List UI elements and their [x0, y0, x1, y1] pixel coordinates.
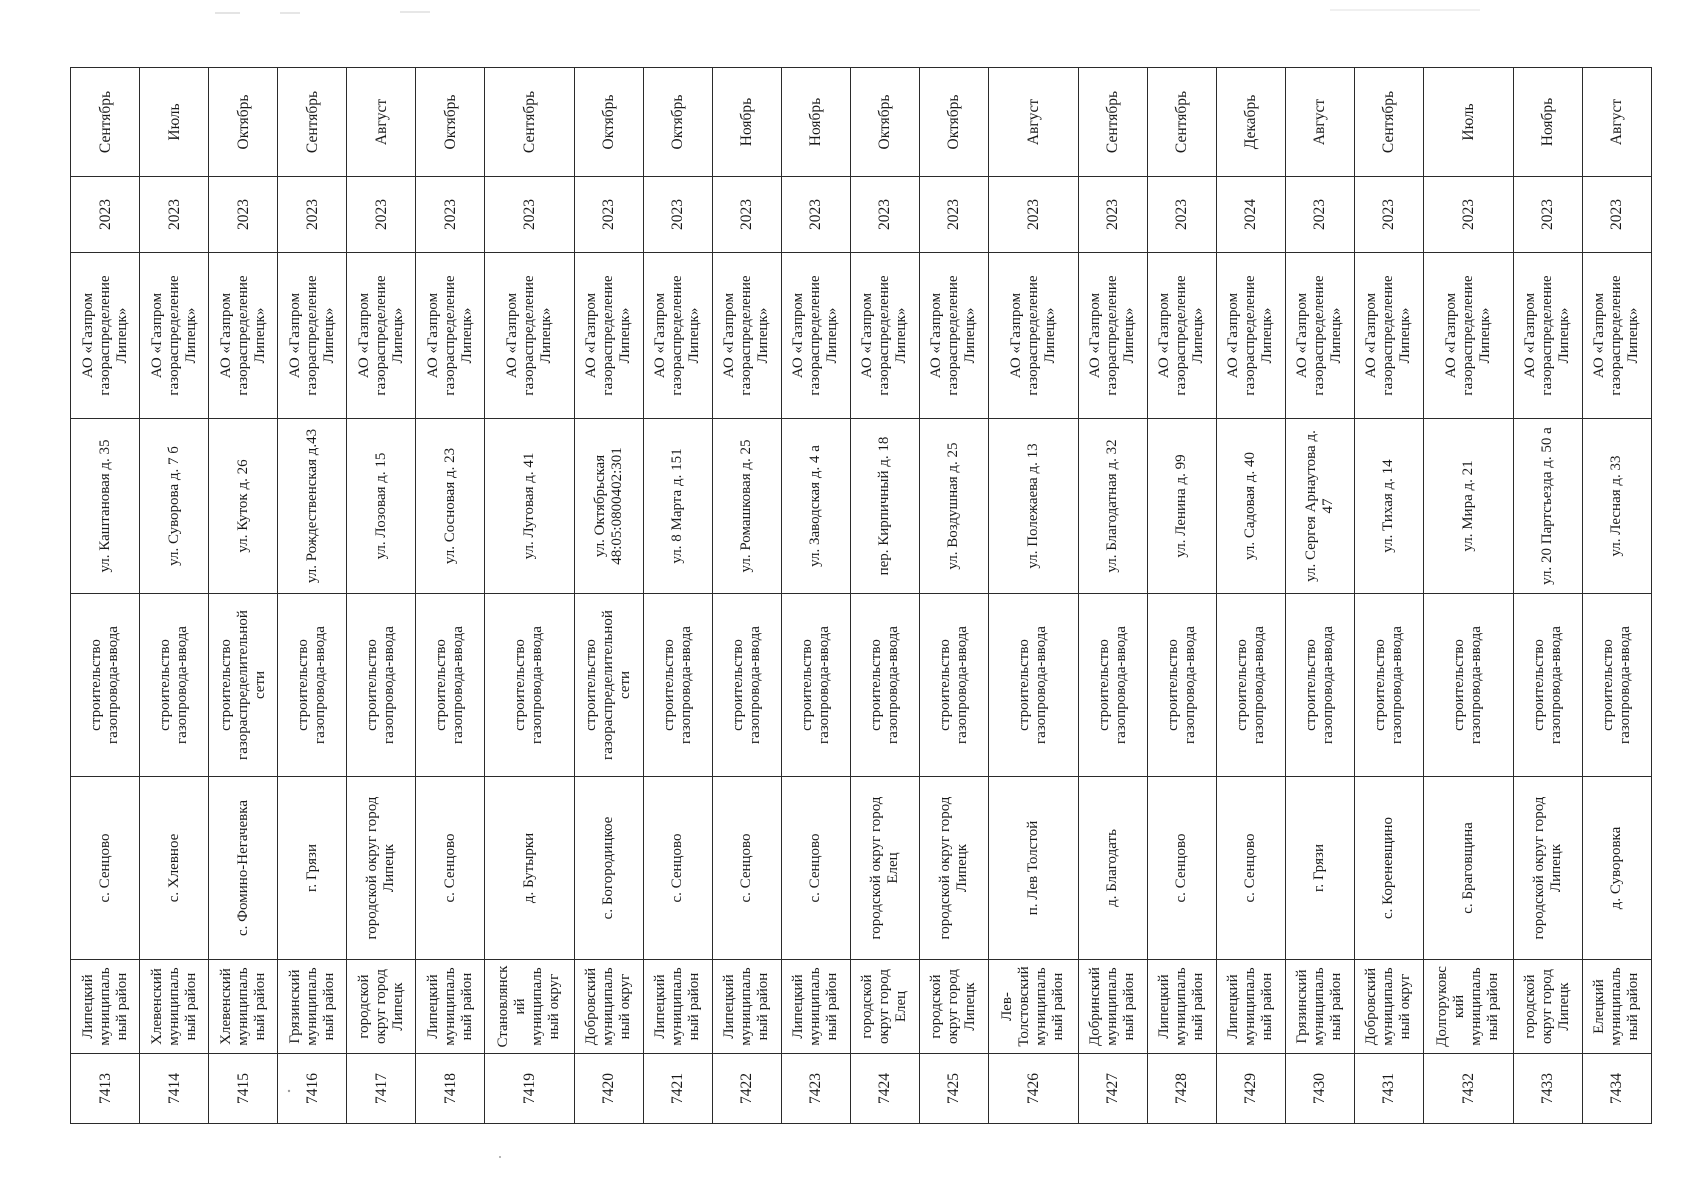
work-type-cell: строительство газопровода-ввода: [781, 594, 850, 777]
row-number: 7432: [1423, 1054, 1513, 1124]
address-cell: пер. Кирпичный д. 18: [850, 419, 919, 594]
row-number: 7416: [278, 1054, 347, 1124]
locality-cell: с. Сенцово: [712, 777, 781, 960]
locality-cell: п. Лев Толстой: [988, 777, 1078, 960]
organization-cell: АО «Газпром газораспределение Липецк»: [1147, 253, 1216, 419]
year-cell: 2023: [347, 177, 416, 253]
table-row: [485, 68, 575, 1124]
address-cell: ул. 8 Марта д. 151: [643, 419, 712, 594]
table-row: [919, 68, 988, 1124]
district-cell: Липецкий муниципальный район: [712, 960, 781, 1054]
organization-cell: АО «Газпром газораспределение Липецк»: [416, 253, 485, 419]
table-row: [988, 68, 1078, 1124]
work-type-cell: строительство газопровода-ввода: [278, 594, 347, 777]
row-number: 7420: [574, 1054, 643, 1124]
locality-cell: с. Сенцово: [643, 777, 712, 960]
table-row: [1216, 68, 1285, 1124]
organization-cell: АО «Газпром газораспределение Липецк»: [71, 253, 140, 419]
work-type-cell: строительство газопровода-ввода: [140, 594, 209, 777]
row-number: 7421: [643, 1054, 712, 1124]
table-row: [850, 68, 919, 1124]
district-cell: Грязинский муниципальный район: [278, 960, 347, 1054]
organization-cell: АО «Газпром газораспределение Липецк»: [988, 253, 1078, 419]
month-cell: Ноябрь: [781, 68, 850, 177]
work-type-cell: строительство газопровода-ввода: [1354, 594, 1423, 777]
organization-cell: АО «Газпром газораспределение Липецк»: [1582, 253, 1651, 419]
organization-cell: АО «Газпром газораспределение Липецк»: [1354, 253, 1423, 419]
address-cell: ул. 20 Партсъезда д. 50 а: [1513, 419, 1582, 594]
organization-cell: АО «Газпром газораспределение Липецк»: [140, 253, 209, 419]
row-number: 7434: [1582, 1054, 1651, 1124]
district-cell: Хлевенский муниципальный район: [140, 960, 209, 1054]
district-cell: Добровский муниципальный округ: [1354, 960, 1423, 1054]
address-cell: ул. Куток д. 26: [209, 419, 278, 594]
month-cell: Июль: [1423, 68, 1513, 177]
month-cell: Июль: [140, 68, 209, 177]
locality-cell: городской округ город Липецк: [1513, 777, 1582, 960]
year-cell: 2023: [850, 177, 919, 253]
row-number: 7422: [712, 1054, 781, 1124]
locality-cell: городской округ город Липецк: [919, 777, 988, 960]
month-cell: Октябрь: [850, 68, 919, 177]
row-number: 7428: [1147, 1054, 1216, 1124]
district-cell: Становлянский муниципальный округ: [485, 960, 575, 1054]
month-cell: Август: [988, 68, 1078, 177]
year-cell: 2023: [71, 177, 140, 253]
row-number: 7426: [988, 1054, 1078, 1124]
organization-cell: АО «Газпром газораспределение Липецк»: [850, 253, 919, 419]
organization-cell: АО «Газпром газораспределение Липецк»: [209, 253, 278, 419]
month-cell: Декабрь: [1216, 68, 1285, 177]
address-cell: ул. Луговая д. 41: [485, 419, 575, 594]
year-cell: 2024: [1216, 177, 1285, 253]
organization-cell: АО «Газпром газораспределение Липецк»: [485, 253, 575, 419]
address-cell: ул. Благодатная д. 32: [1078, 419, 1147, 594]
organization-cell: АО «Газпром газораспределение Липецк»: [278, 253, 347, 419]
organization-cell: АО «Газпром газораспределение Липецк»: [1078, 253, 1147, 419]
work-type-cell: строительство газопровода-ввода: [712, 594, 781, 777]
district-cell: городской округ город Липецк: [919, 960, 988, 1054]
row-number: 7423: [781, 1054, 850, 1124]
year-cell: 2023: [485, 177, 575, 253]
district-cell: Хлевенский муниципальный район: [209, 960, 278, 1054]
month-cell: Сентябрь: [278, 68, 347, 177]
organization-cell: АО «Газпром газораспределение Липецк»: [1423, 253, 1513, 419]
table-row: [1285, 68, 1354, 1124]
row-number: 7418: [416, 1054, 485, 1124]
work-type-cell: строительство газопровода-ввода: [850, 594, 919, 777]
district-cell: Грязинский муниципальный район: [1285, 960, 1354, 1054]
year-cell: 2023: [1078, 177, 1147, 253]
work-type-cell: строительство газопровода-ввода: [1147, 594, 1216, 777]
district-cell: Липецкий муниципальный район: [643, 960, 712, 1054]
row-number: 7433: [1513, 1054, 1582, 1124]
organization-cell: АО «Газпром газораспределение Липецк»: [574, 253, 643, 419]
row-number: 7430: [1285, 1054, 1354, 1124]
address-cell: ул. Суворова д. 7 б: [140, 419, 209, 594]
table-row: [643, 68, 712, 1124]
district-cell: городской округ город Липецк: [1513, 960, 1582, 1054]
year-cell: 2023: [278, 177, 347, 253]
table-row: [347, 68, 416, 1124]
year-cell: 2023: [1423, 177, 1513, 253]
month-cell: Октябрь: [209, 68, 278, 177]
address-cell: ул. Ленина д. 99: [1147, 419, 1216, 594]
district-cell: Лев-Толстовский муниципальный район: [988, 960, 1078, 1054]
year-cell: 2023: [1147, 177, 1216, 253]
work-type-cell: строительство газопровода-ввода: [416, 594, 485, 777]
year-cell: 2023: [712, 177, 781, 253]
month-cell: Сентябрь: [1078, 68, 1147, 177]
organization-cell: АО «Газпром газораспределение Липецк»: [781, 253, 850, 419]
work-type-cell: строительство газопровода-ввода: [988, 594, 1078, 777]
work-type-cell: строительство газопровода-ввода: [1513, 594, 1582, 777]
row-number: 7427: [1078, 1054, 1147, 1124]
locality-cell: г. Грязи: [278, 777, 347, 960]
address-cell: ул. Каштановая д. 35: [71, 419, 140, 594]
month-cell: Октябрь: [574, 68, 643, 177]
work-type-cell: строительство газораспределительной сети: [209, 594, 278, 777]
locality-cell: городской округ город Елец: [850, 777, 919, 960]
work-type-cell: строительство газопровода-ввода: [1078, 594, 1147, 777]
row-number: 7419: [485, 1054, 575, 1124]
organization-cell: АО «Газпром газораспределение Липецк»: [1216, 253, 1285, 419]
locality-cell: с. Кореневщино: [1354, 777, 1423, 960]
table-row: [71, 68, 140, 1124]
table-row: [712, 68, 781, 1124]
locality-cell: с. Сенцово: [781, 777, 850, 960]
district-cell: Добринский муниципальный район: [1078, 960, 1147, 1054]
row-number: 7425: [919, 1054, 988, 1124]
month-cell: Октябрь: [919, 68, 988, 177]
work-type-cell: строительство газопровода-ввода: [347, 594, 416, 777]
row-number: 7424: [850, 1054, 919, 1124]
work-type-cell: строительство газопровода-ввода: [71, 594, 140, 777]
organization-cell: АО «Газпром газораспределение Липецк»: [643, 253, 712, 419]
organization-cell: АО «Газпром газораспределение Липецк»: [347, 253, 416, 419]
locality-cell: с. Богородицкое: [574, 777, 643, 960]
address-cell: ул. Садовая д. 40: [1216, 419, 1285, 594]
work-type-cell: строительство газораспределительной сети: [574, 594, 643, 777]
district-cell: Липецкий муниципальный район: [71, 960, 140, 1054]
work-type-cell: строительство газопровода-ввода: [1285, 594, 1354, 777]
row-number: 7414: [140, 1054, 209, 1124]
month-cell: Август: [347, 68, 416, 177]
month-cell: Ноябрь: [1513, 68, 1582, 177]
year-cell: 2023: [209, 177, 278, 253]
year-cell: 2023: [643, 177, 712, 253]
locality-cell: с. Браговщина: [1423, 777, 1513, 960]
month-cell: Сентябрь: [1147, 68, 1216, 177]
district-cell: Липецкий муниципальный район: [416, 960, 485, 1054]
table-row: [1078, 68, 1147, 1124]
registry-table-body: [71, 68, 1652, 1124]
address-cell: ул. Лозовая д. 15: [347, 419, 416, 594]
organization-cell: АО «Газпром газораспределение Липецк»: [1513, 253, 1582, 419]
row-number: 7417: [347, 1054, 416, 1124]
organization-cell: АО «Газпром газораспределение Липецк»: [919, 253, 988, 419]
district-cell: Липецкий муниципальный район: [1216, 960, 1285, 1054]
registry-table-rotated: [70, 68, 1652, 1124]
year-cell: 2023: [781, 177, 850, 253]
address-cell: ул. Воздушная д. 25: [919, 419, 988, 594]
month-cell: Ноябрь: [712, 68, 781, 177]
table-row: [209, 68, 278, 1124]
table-row: [416, 68, 485, 1124]
year-cell: 2023: [574, 177, 643, 253]
row-number: 7431: [1354, 1054, 1423, 1124]
work-type-cell: строительство газопровода-ввода: [1423, 594, 1513, 777]
month-cell: Август: [1285, 68, 1354, 177]
locality-cell: с. Сенцово: [1147, 777, 1216, 960]
year-cell: 2023: [416, 177, 485, 253]
work-type-cell: строительство газопровода-ввода: [1582, 594, 1651, 777]
locality-cell: городской округ город Липецк: [347, 777, 416, 960]
district-cell: Добровский муниципальный округ: [574, 960, 643, 1054]
address-cell: ул. Сосновая д. 23: [416, 419, 485, 594]
address-cell: ул. Полежаева д. 13: [988, 419, 1078, 594]
locality-cell: д. Благодать: [1078, 777, 1147, 960]
year-cell: 2023: [919, 177, 988, 253]
locality-cell: с. Сенцово: [1216, 777, 1285, 960]
work-type-cell: строительство газопровода-ввода: [919, 594, 988, 777]
month-cell: Сентябрь: [485, 68, 575, 177]
locality-cell: с. Хлевное: [140, 777, 209, 960]
table-row: [1423, 68, 1513, 1124]
year-cell: 2023: [1582, 177, 1651, 253]
year-cell: 2023: [1513, 177, 1582, 253]
gas-connection-registry-table: [70, 67, 1652, 1124]
speck: [499, 1156, 501, 1158]
address-cell: ул. Октябрьская 48:05:0800402:301: [574, 419, 643, 594]
row-number: 7413: [71, 1054, 140, 1124]
district-cell: Липецкий муниципальный район: [1147, 960, 1216, 1054]
organization-cell: АО «Газпром газораспределение Липецк»: [1285, 253, 1354, 419]
table-row: [781, 68, 850, 1124]
table-row: [1147, 68, 1216, 1124]
table-row: [140, 68, 209, 1124]
year-cell: 2023: [1285, 177, 1354, 253]
district-cell: городской округ город Липецк: [347, 960, 416, 1054]
locality-cell: с. Фомино-Негачевка: [209, 777, 278, 960]
locality-cell: г. Грязи: [1285, 777, 1354, 960]
table-row: [1582, 68, 1651, 1124]
month-cell: Сентябрь: [71, 68, 140, 177]
address-cell: ул. Рождественская д.43: [278, 419, 347, 594]
district-cell: Липецкий муниципальный район: [781, 960, 850, 1054]
work-type-cell: строительство газопровода-ввода: [643, 594, 712, 777]
work-type-cell: строительство газопровода-ввода: [1216, 594, 1285, 777]
month-cell: Октябрь: [643, 68, 712, 177]
year-cell: 2023: [988, 177, 1078, 253]
address-cell: ул. Сергея Арнаутова д. 47: [1285, 419, 1354, 594]
locality-cell: с. Сенцово: [71, 777, 140, 960]
address-cell: ул. Мира д. 21: [1423, 419, 1513, 594]
month-cell: Август: [1582, 68, 1651, 177]
locality-cell: с. Сенцово: [416, 777, 485, 960]
address-cell: ул. Заводская д. 4 а: [781, 419, 850, 594]
row-number: 7415: [209, 1054, 278, 1124]
locality-cell: д. Бутырки: [485, 777, 575, 960]
table-row: [278, 68, 347, 1124]
district-cell: Долгоруковский муниципальный район: [1423, 960, 1513, 1054]
address-cell: ул. Тихая д. 14: [1354, 419, 1423, 594]
row-number: 7429: [1216, 1054, 1285, 1124]
address-cell: ул. Лесная д. 33: [1582, 419, 1651, 594]
work-type-cell: строительство газопровода-ввода: [485, 594, 575, 777]
district-cell: городской округ город Елец: [850, 960, 919, 1054]
district-cell: Елецкий муниципальный район: [1582, 960, 1651, 1054]
table-row: [1513, 68, 1582, 1124]
year-cell: 2023: [140, 177, 209, 253]
month-cell: Сентябрь: [1354, 68, 1423, 177]
table-row: [574, 68, 643, 1124]
organization-cell: АО «Газпром газораспределение Липецк»: [712, 253, 781, 419]
year-cell: 2023: [1354, 177, 1423, 253]
table-row: [1354, 68, 1423, 1124]
address-cell: ул. Ромашковая д. 25: [712, 419, 781, 594]
locality-cell: д. Суворовка: [1582, 777, 1651, 960]
month-cell: Октябрь: [416, 68, 485, 177]
